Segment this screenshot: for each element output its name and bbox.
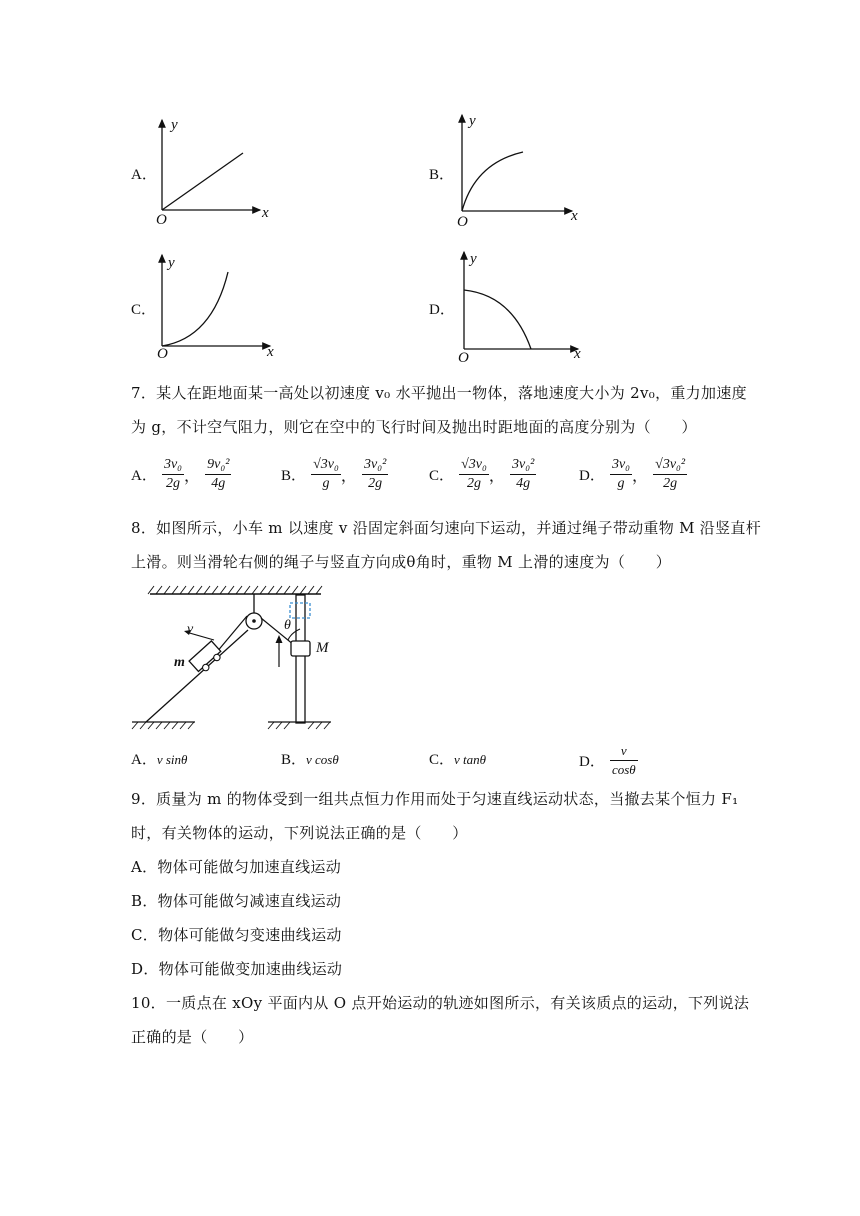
- graph-c-curve: [162, 272, 228, 346]
- question-7-line-1: 7．某人在距地面某一高处以初速度 v₀ 水平抛出一物体，落地速度大小为 2v₀，重力加速度: [131, 384, 747, 402]
- question-7: [131, 376, 771, 444]
- q7-d-frac2-num: √3v₀²: [653, 456, 687, 475]
- ceiling-hatch: [148, 586, 322, 594]
- graph-a-curve: [162, 153, 243, 210]
- q7-b-frac1-num: √3v₀: [311, 456, 341, 475]
- question-9-line-1: 9．质量为 m 的物体受到一组共点恒力作用而处于匀速直线运动状态，当撤去某个恒力 F₁: [131, 790, 739, 808]
- graph-a-y-label: y: [171, 117, 178, 133]
- q8-label-m: m: [174, 655, 185, 670]
- q8-option-c-text: v tanθ: [454, 752, 487, 767]
- q8-option-b-text: v cosθ: [306, 752, 339, 767]
- q8-option-a-text: v sinθ: [156, 752, 188, 767]
- question-8-options: [131, 742, 771, 782]
- question-10: [131, 986, 771, 1054]
- q7-c-frac1-den: 2g: [466, 476, 481, 491]
- graph-b-curve: [462, 152, 523, 211]
- q8-option-d: [579, 742, 638, 779]
- question-8: [131, 511, 771, 579]
- q7-a-frac2-den: 4g: [211, 476, 226, 491]
- question-7-line-2: 为 g，不计空气阻力，则它在空中的飞行时间及抛出时距地面的高度分别为（ ）: [131, 418, 697, 436]
- q7-c-frac2-num: 3v₀²: [510, 456, 536, 475]
- q8-option-d-letter: D．: [579, 754, 605, 770]
- q9-option-a: A．物体可能做匀加速直线运动: [131, 858, 342, 876]
- question-8-line-1: 8．如图所示，小车 m 以速度 v 沿固定斜面匀速向下运动，并通过绳子带动重物 M 沿竖直杆: [131, 519, 762, 537]
- graph-a-x-label: x: [262, 205, 269, 221]
- graph-d-curve: [464, 290, 531, 349]
- graph-c-x-label: x: [267, 344, 274, 360]
- question-10-line-1: 10．一质点在 xOy 平面内从 O 点开始运动的轨迹如图所示，有关该质点的运动，下列说法: [131, 994, 750, 1012]
- q7-b-sep: ，: [340, 466, 357, 485]
- q7-c-sep: ，: [488, 466, 505, 485]
- question-9: [131, 782, 771, 986]
- q7-option-c-letter: C．: [429, 468, 455, 484]
- q7-b-frac1-den: g: [322, 476, 330, 491]
- q7-a-frac1-num: 3v₀: [162, 456, 184, 475]
- graph-a-origin: O: [156, 212, 167, 228]
- incline: [146, 630, 248, 722]
- q8-label-v: v: [187, 622, 194, 637]
- graph-a: [150, 115, 280, 225]
- graph-c-y-label: y: [168, 255, 175, 271]
- q7-option-c: [429, 456, 536, 493]
- q8-label-theta: θ: [284, 618, 291, 633]
- q7-c-frac2-den: 4g: [516, 476, 531, 491]
- graph-a-letter: A．: [131, 167, 157, 183]
- q7-b-frac2-den: 2g: [368, 476, 383, 491]
- q7-b-frac2-num: 3v₀²: [362, 456, 388, 475]
- question-8-line-2: 上滑。则当滑轮右侧的绳子与竖直方向成θ角时，重物 M 上滑的速度为（ ）: [131, 553, 672, 571]
- question-7-options: [131, 456, 771, 500]
- q8-option-b-letter: B．: [281, 752, 307, 768]
- q8-option-d-den: cosθ: [611, 762, 636, 777]
- question-9-line-2: 时，有关物体的运动，下列说法正确的是（ ）: [131, 824, 468, 842]
- q8-option-c: [429, 748, 486, 769]
- graph-b-y-label: y: [469, 113, 476, 129]
- block-M: [291, 641, 310, 656]
- q7-option-b-letter: B．: [281, 468, 307, 484]
- q8-option-c-letter: C．: [429, 752, 455, 768]
- graph-d-y-label: y: [470, 251, 477, 267]
- pulley-axle: [252, 619, 256, 623]
- q7-option-d-letter: D．: [579, 468, 605, 484]
- question-10-line-2: 正确的是（ ）: [131, 1028, 254, 1046]
- q8-option-b: [281, 748, 339, 769]
- graph-d-letter: D．: [429, 302, 455, 318]
- q7-option-a-letter: A．: [131, 468, 157, 484]
- upward-arrowhead: [276, 635, 283, 643]
- q8-option-a-letter: A．: [131, 752, 157, 768]
- q9-option-b: B．物体可能做匀减速直线运动: [131, 892, 342, 910]
- graph-d-origin: O: [458, 350, 469, 366]
- q7-a-frac2-num: 9v₀²: [205, 456, 231, 475]
- q7-option-a: [131, 456, 231, 493]
- q8-figure: [128, 585, 358, 735]
- ground-left-hatch: [132, 722, 194, 729]
- q7-option-b: [281, 456, 388, 493]
- q7-c-frac1-num: √3v₀: [459, 456, 489, 475]
- graph-c-letter: C．: [131, 302, 157, 318]
- q7-d-frac2-den: 2g: [663, 476, 678, 491]
- car-m: [189, 641, 224, 675]
- q7-a-sep: ，: [184, 466, 201, 485]
- q7-d-frac1-num: 3v₀: [610, 456, 632, 475]
- graph-d-x-label: x: [574, 346, 581, 362]
- q7-d-sep: ，: [632, 466, 649, 485]
- q7-d-frac1-den: g: [617, 476, 625, 491]
- q7-a-frac1-den: 2g: [165, 476, 180, 491]
- q9-option-d: D．物体可能做变加速曲线运动: [131, 960, 343, 978]
- q8-label-M: M: [316, 640, 329, 656]
- q8-option-d-num: v: [610, 742, 638, 761]
- graph-b-letter: B．: [429, 167, 455, 183]
- q8-option-a: [131, 748, 187, 769]
- graph-b-origin: O: [457, 214, 468, 230]
- vertical-rod: [296, 595, 305, 723]
- q7-option-d: [579, 456, 687, 493]
- q9-option-c: C．物体可能做匀变速曲线运动: [131, 926, 342, 944]
- graph-b-x-label: x: [571, 208, 578, 224]
- graph-c-origin: O: [157, 346, 168, 362]
